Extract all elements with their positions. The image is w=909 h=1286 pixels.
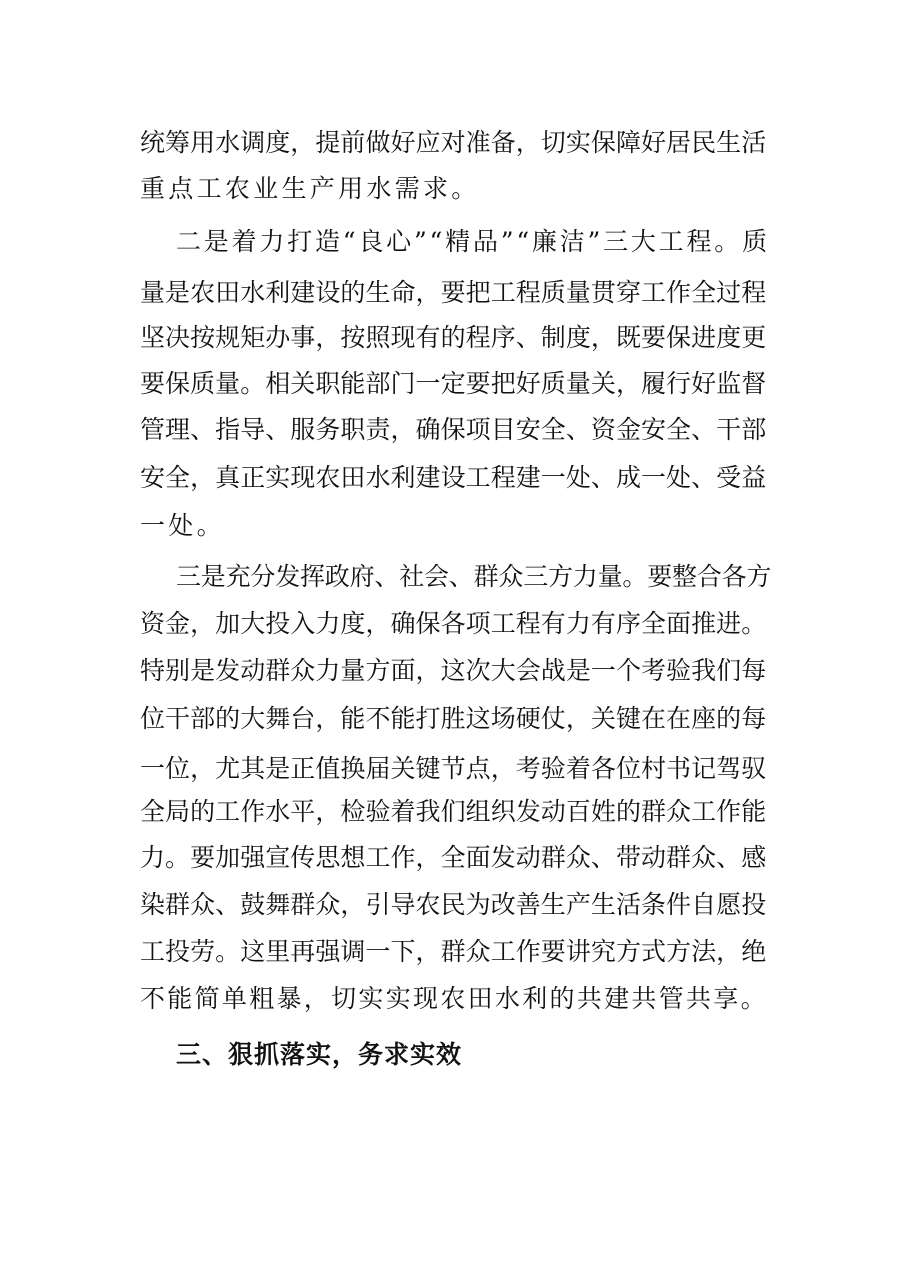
section-heading: 三、狠抓落实，务求实效 xyxy=(176,1040,463,1069)
paragraph-2-line-1: 二是着力打造“良心”“精品”“廉洁”三大工程。质 xyxy=(176,227,770,256)
paragraph-2-line-2: 量是农田水利建设的生命，要把工程质量贯穿工作全过程 xyxy=(140,278,767,307)
paragraph-3-line-10: 不能简单粗暴，切实实现农田水利的共建共管共享。 xyxy=(140,984,768,1013)
paragraph-3-line-8: 染群众、鼓舞群众，引导农民为改善生产生活条件自愿投 xyxy=(140,890,767,919)
paragraph-2-line-6: 安全，真正实现农田水利建设工程建一处、成一处、受益 xyxy=(140,463,767,492)
paragraph-3-line-6: 全局的工作水平，检验着我们组织发动百姓的群众工作能 xyxy=(140,797,767,826)
paragraph-3-line-9: 工投劳。这里再强调一下，群众工作要讲究方式方法，绝 xyxy=(140,937,767,966)
paragraph-1-line-1: 统筹用水调度，提前做好应对准备，切实保障好居民生活 xyxy=(140,128,767,157)
paragraph-2-line-7: 一处。 xyxy=(140,511,225,540)
paragraph-3-line-5: 一位，尤其是正值换届关键节点，考验着各位村书记驾驭 xyxy=(140,754,767,783)
paragraph-3-line-4: 位干部的大舞台，能不能打胜这场硬仗，关键在在座的每 xyxy=(140,704,767,733)
paragraph-3-line-7: 力。要加强宣传思想工作，全面发动群众、带动群众、感 xyxy=(140,843,767,872)
paragraph-2-line-4: 要保质量。相关职能部门一定要把好质量关，履行好监督 xyxy=(140,369,767,398)
paragraph-1-line-2: 重点工农业生产用水需求。 xyxy=(140,174,480,203)
paragraph-2-line-3: 坚决按规矩办事，按照现有的程序、制度，既要保进度更 xyxy=(140,323,767,352)
paragraph-3-line-2: 资金，加大投入力度，确保各项工程有力有序全面推进。 xyxy=(140,609,767,638)
paragraph-2-line-5: 管理、指导、服务职责，确保项目安全、资金安全、干部 xyxy=(140,415,767,444)
paragraph-3-line-1: 三是充分发挥政府、社会、群众三方力量。要整合各方 xyxy=(176,562,772,591)
paragraph-3-line-3: 特别是发动群众力量方面，这次大会战是一个考验我们每 xyxy=(140,656,767,685)
